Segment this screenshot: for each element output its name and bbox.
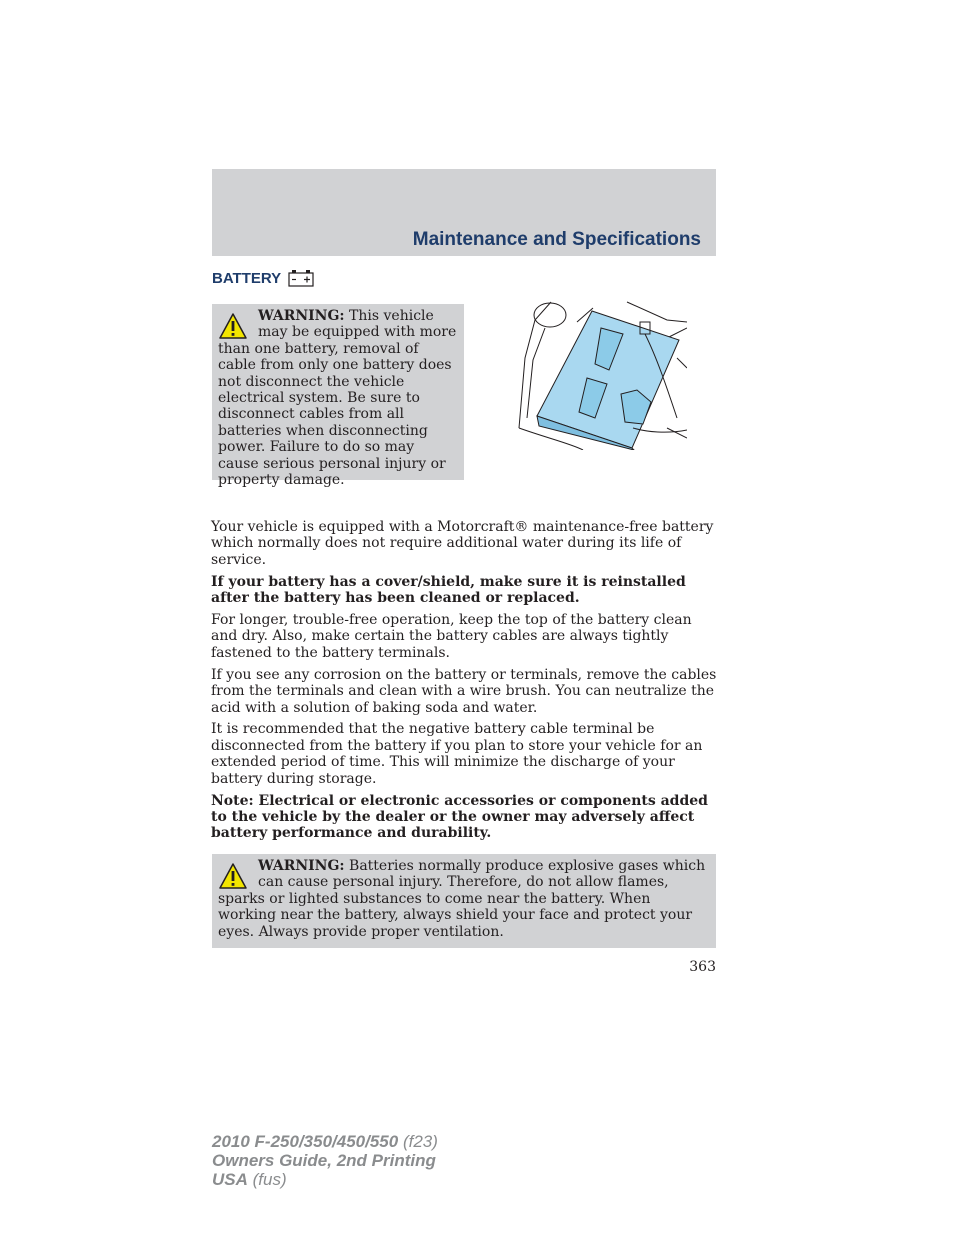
warning-triangle-icon	[218, 862, 248, 890]
section-heading	[212, 269, 314, 287]
warning-text: Batteries normally produce explosive gases which can cause personal injury. Therefore, do not allow flames, sparks or lighted substances to come near the battery. When working near the battery, always shield your face and protect your eyes. Always provide proper ventilation.	[218, 858, 706, 940]
paragraph-corrosion: If you see any corrosion on the battery or terminals, remove the cables from the terminals and clean with a wire brush. You can neutralize the acid with a solution of baking soda and water.	[211, 666, 717, 716]
section-heading-text: BATTERY	[212, 269, 282, 287]
footer-line-printing: Owners Guide, 2nd Printing	[212, 1151, 436, 1170]
warning-label: WARNING:	[258, 858, 345, 874]
warning-text: This vehicle may be equipped with more than one battery, removal of cable from only one battery does not disconnect the vehicle electrical system. Be sure to disconnect cables from all batteries when disconnecting power. Failure to do so may cause serious personal injury or property damage.	[218, 308, 457, 489]
footer-line-model: 2010 F-250/350/450/550 (f23)	[212, 1132, 438, 1151]
paragraph-maintenance-free: Your vehicle is equipped with a Motorcraft® maintenance-free battery which normally does not require additional water during its life of service.	[211, 519, 714, 568]
paragraph-accessories-note: Note: Electrical or electronic accessories or components added to the vehicle by the dealer or the owner may adversely affect battery performance and durability.	[211, 792, 708, 842]
footer-line-region: USA (fus)	[212, 1170, 287, 1189]
battery-location-illustration	[517, 298, 687, 450]
paragraph-clean-dry: For longer, trouble-free operation, keep the top of the battery clean and dry. Also, make certain the battery cables are always tightly fastened to the battery terminals.	[211, 612, 692, 661]
footer	[212, 1132, 438, 1189]
battery-icon	[288, 269, 314, 287]
warning-label: WARNING:	[258, 308, 345, 324]
warning-box-explosive-gases	[212, 854, 716, 948]
body-text	[211, 519, 717, 847]
warning-triangle-icon	[218, 312, 248, 340]
warning-box-multiple-batteries	[212, 304, 464, 489]
page-number: 363	[689, 959, 716, 975]
page-title: Maintenance and Specifications	[412, 229, 701, 250]
header-band	[212, 169, 716, 256]
paragraph-cover-shield: If your battery has a cover/shield, make sure it is reinstalled after the battery has been cleaned or replaced.	[211, 573, 686, 607]
paragraph-storage: It is recommended that the negative battery cable terminal be disconnected from the battery if you plan to store your vehicle for an extended period of time. This will minimize the discharge of your battery during storage.	[211, 721, 703, 787]
